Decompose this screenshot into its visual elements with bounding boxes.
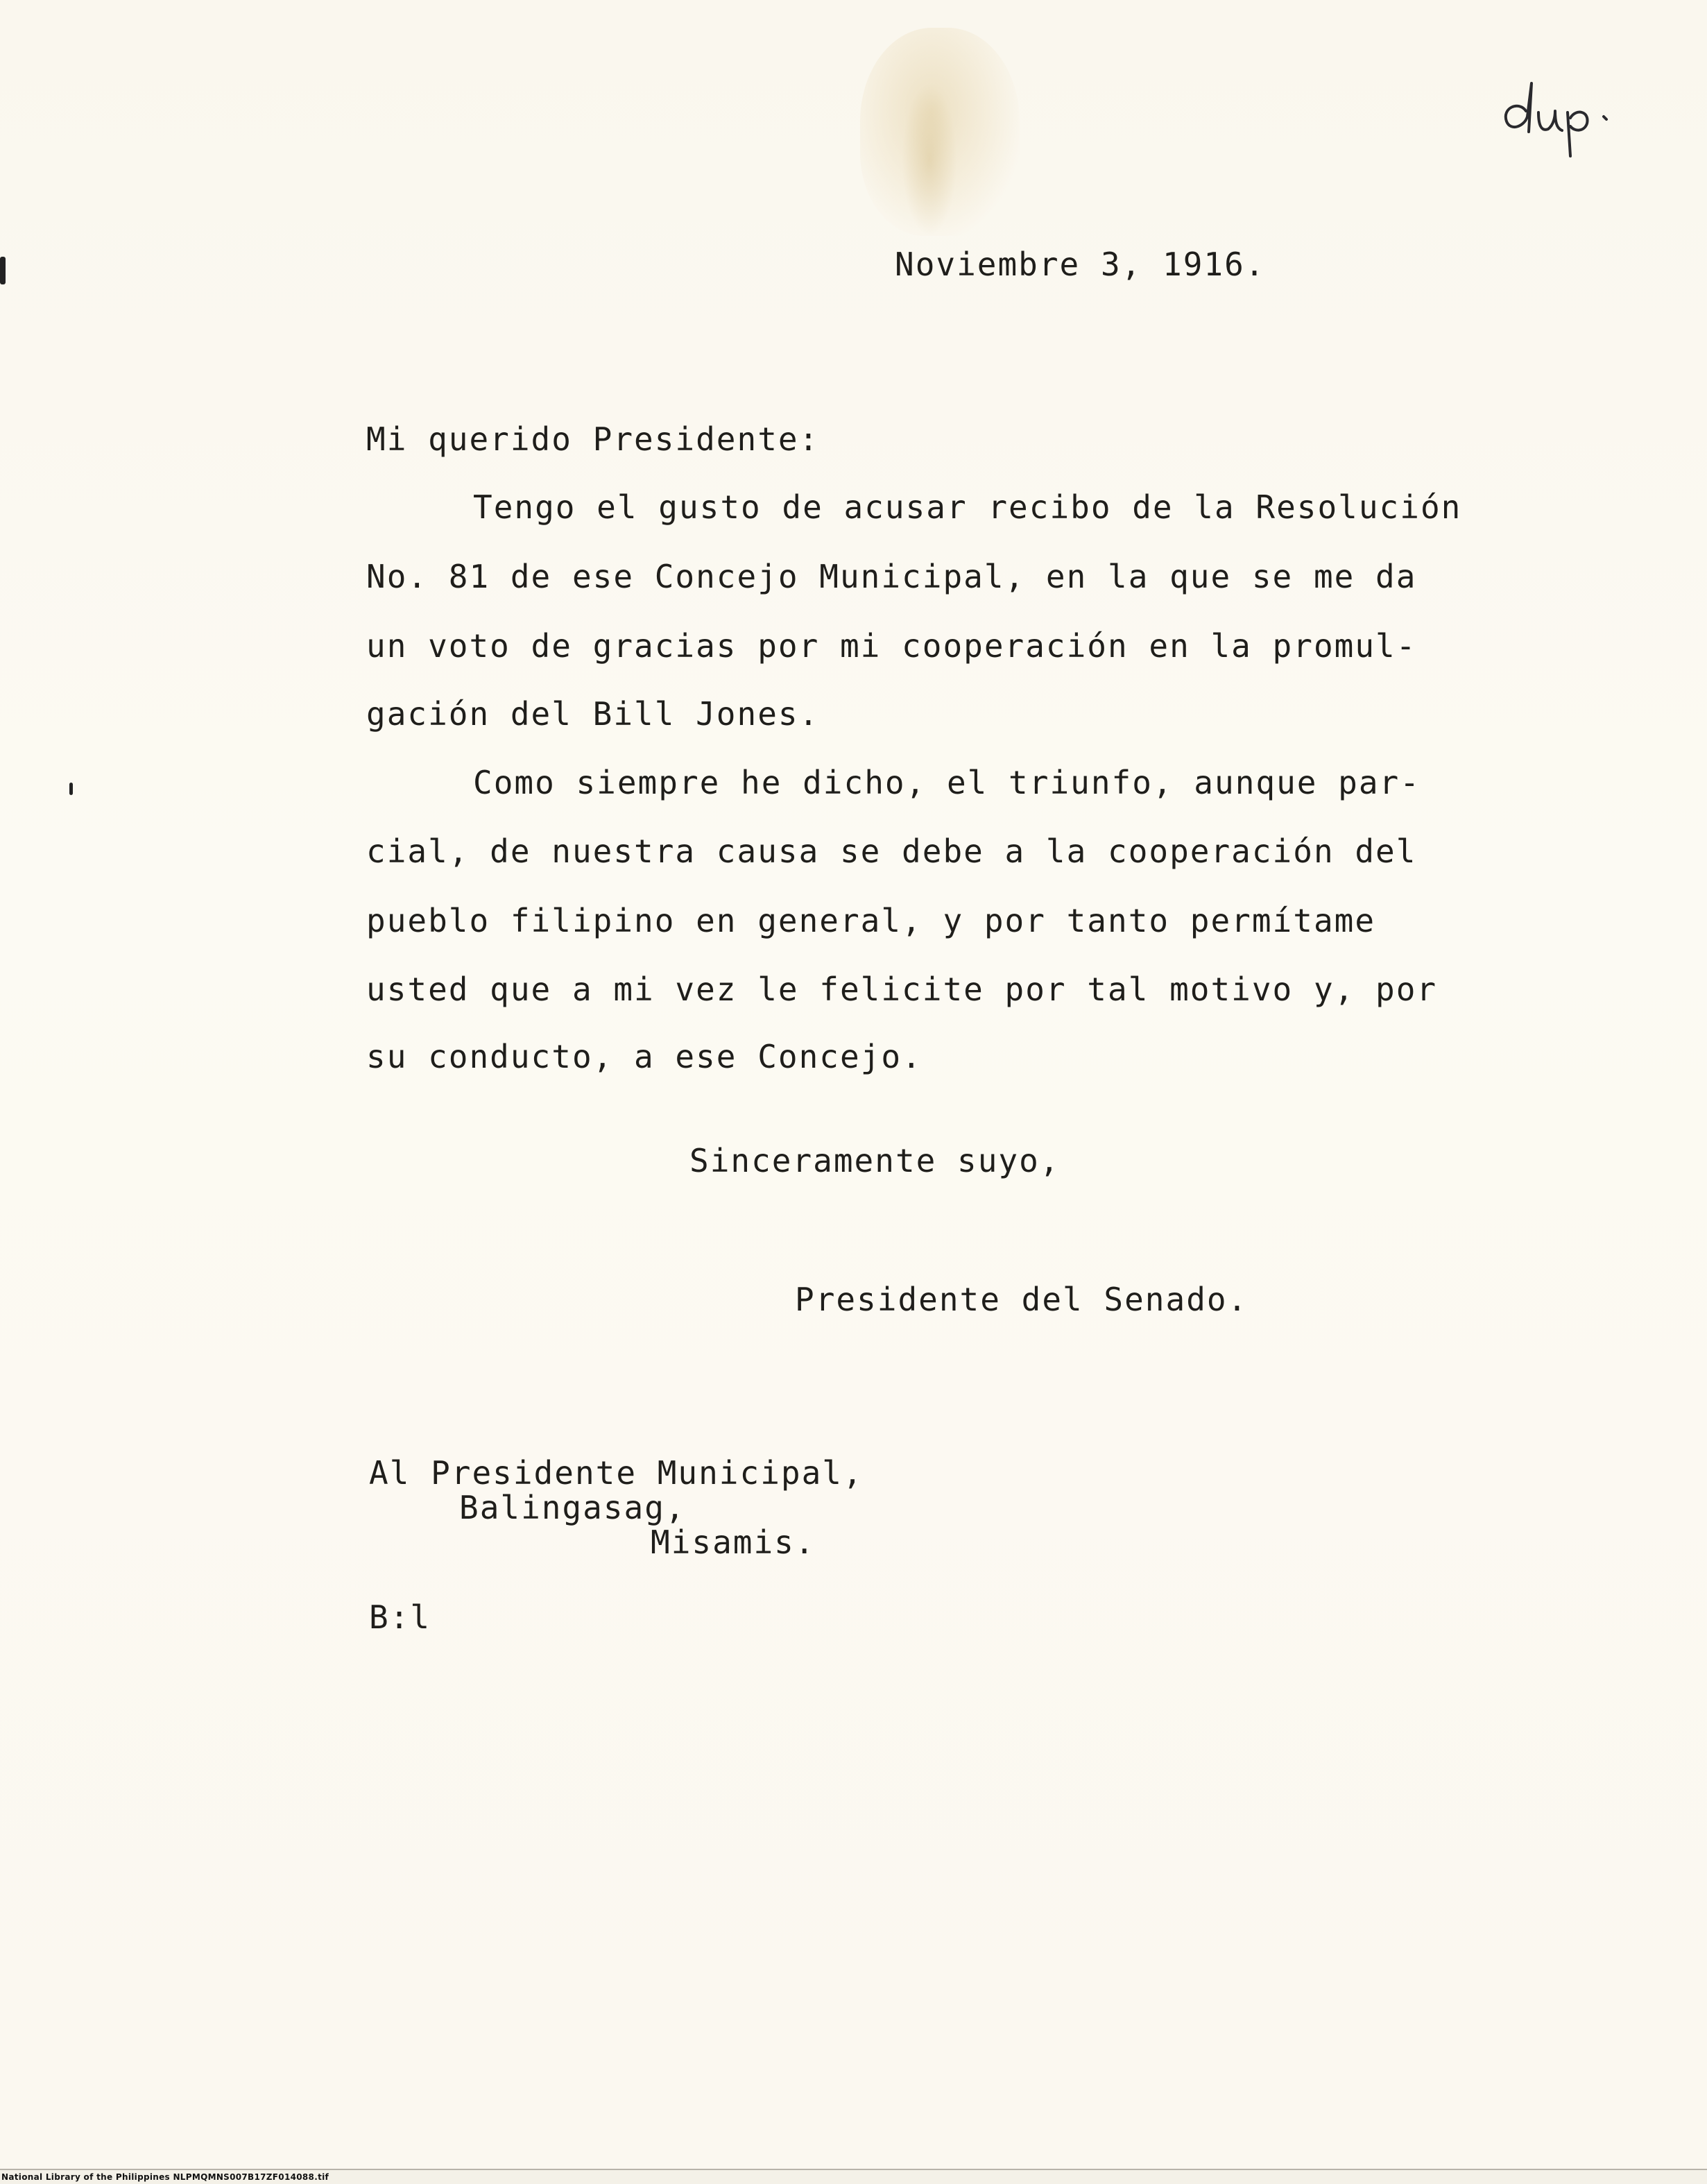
letter-date: Noviembre 3, 1916. <box>895 246 1266 283</box>
handwritten-annotation <box>1498 62 1637 160</box>
binder-mark <box>0 257 6 284</box>
closing: Sinceramente suyo, <box>689 1142 1061 1179</box>
address-line: Al Presidente Municipal, <box>369 1454 864 1492</box>
body-line: su conducto, a ese Concejo. <box>366 1038 923 1075</box>
address-line: Balingasag, <box>459 1489 686 1526</box>
body-line: No. 81 de ese Concejo Municipal, en la que se me da <box>366 558 1417 595</box>
archive-footer: National Library of the Philippines NLPMQMNS007B17ZF014088.tif <box>1 2172 329 2182</box>
reference-initials: B:l <box>369 1598 431 1636</box>
ink-speck <box>69 783 73 795</box>
signature-title: Presidente del Senado. <box>795 1281 1249 1318</box>
body-line: pueblo filipino en general, y por tanto permítame <box>366 902 1376 939</box>
body-line: usted que a mi vez le felicite por tal motivo y, por <box>366 971 1438 1008</box>
body-line: gación del Bill Jones. <box>366 695 820 733</box>
body-line: Como siempre he dicho, el triunfo, aunque par- <box>473 764 1421 801</box>
address-line: Misamis. <box>651 1524 816 1561</box>
salutation: Mi querido Presidente: <box>366 420 820 458</box>
body-line: un voto de gracias por mi cooperación en la promul- <box>366 627 1417 665</box>
body-line: Tengo el gusto de acusar recibo de la Resolución <box>473 488 1462 526</box>
body-line: cial, de nuestra causa se debe a la cooperación del <box>366 833 1417 870</box>
paper-stain-inner <box>902 83 957 236</box>
